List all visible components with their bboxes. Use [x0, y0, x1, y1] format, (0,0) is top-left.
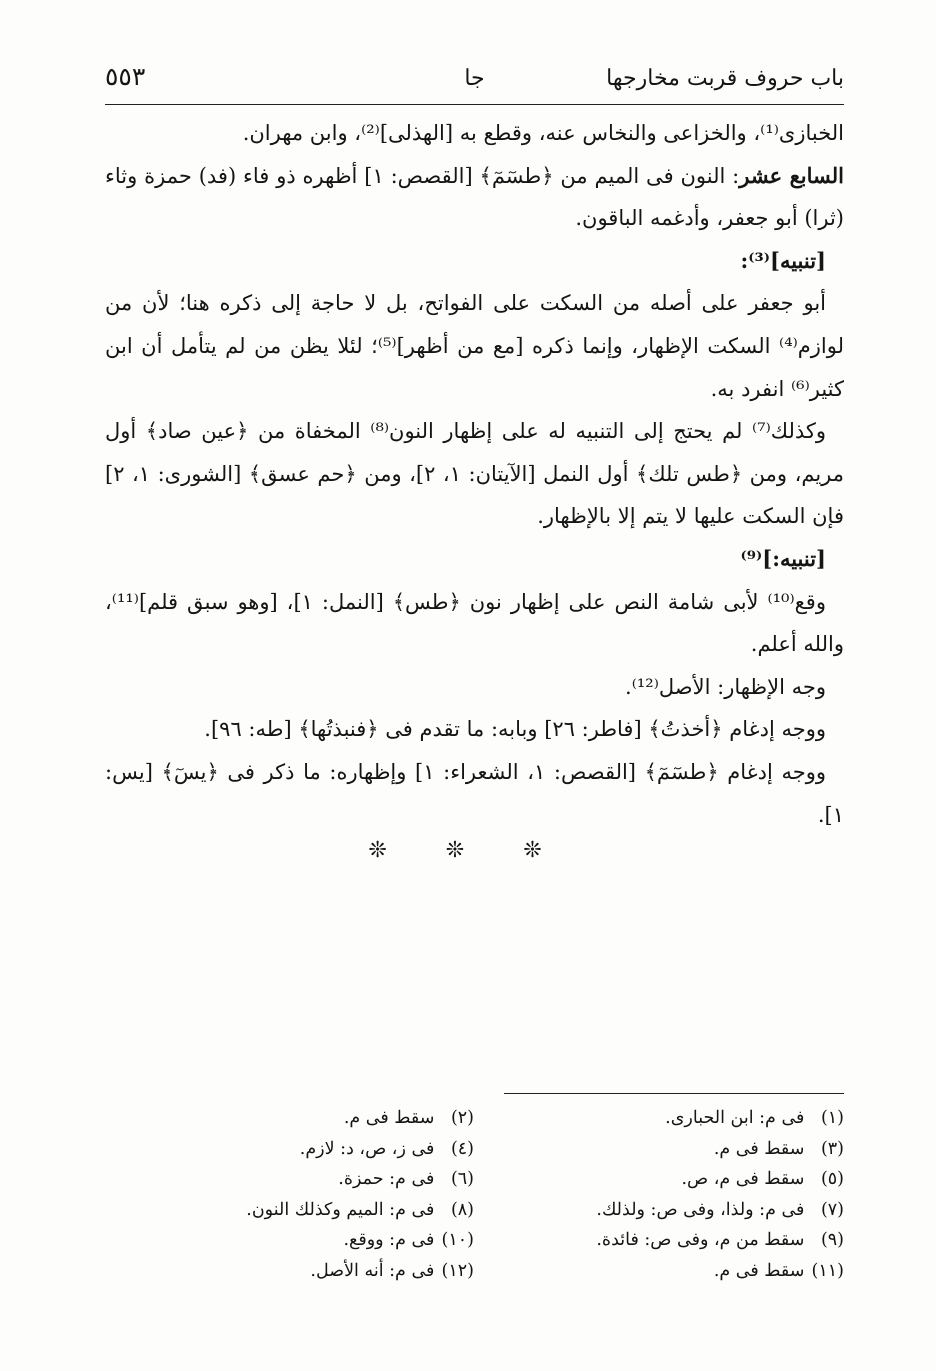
footnote-column-right [474, 1103, 844, 1286]
note-label: [تنبيه:]⁽⁹⁾ [740, 545, 826, 571]
footnote-number: (١١) [811, 1260, 844, 1281]
footnote-number: (٢) [450, 1108, 474, 1128]
footnote-text: فى م: أنه الأصل. [310, 1260, 435, 1281]
footnote [104, 1195, 474, 1226]
footnote [104, 1103, 474, 1134]
footnote [104, 1256, 474, 1287]
footnote-text: فى ز، ص، د: لازم. [299, 1138, 435, 1159]
footnote [474, 1225, 844, 1256]
footnote-number: (٣) [820, 1138, 844, 1159]
footnote-text: فى م: الميم وكذلك النون. [246, 1199, 435, 1220]
footnote-text: سقط فى م، ص. [681, 1169, 805, 1189]
footnote-column-left [104, 1103, 474, 1286]
volume-label: جا [464, 66, 485, 91]
footnote [474, 1103, 844, 1134]
note-heading [105, 538, 844, 581]
paragraph-text: : النون فى الميم من ﴿طسٓمٓ﴾ [القصص: ١] أظهره ذو فاء (فد) حمزة وثاء (ثرا) أبو جعفر، وأدغمه الباقون. [105, 163, 844, 231]
footnote-number: (٥) [820, 1169, 844, 1189]
footnote [104, 1134, 474, 1165]
footnote [474, 1195, 844, 1226]
footnote-number: (٦) [450, 1169, 474, 1189]
header-rule [105, 104, 844, 105]
footnote [474, 1134, 844, 1165]
footnote-number: (٧) [820, 1199, 844, 1220]
paragraph: ووجه إدغام ﴿أخذتُ﴾ [فاطر: ٢٦] وبابه: ما تقدم فى ﴿فنبذتُها﴾ [طه: ٩٦]. [204, 717, 826, 742]
footnote-text: سقط فى م. [713, 1260, 805, 1281]
section-label: السابع عشر [739, 162, 844, 188]
footnote-text: فى م: ولذا، وفى ص: ولذلك. [596, 1199, 805, 1220]
footnote-number: (١٠) [441, 1230, 474, 1250]
footnote-text: سقط فى م. [713, 1138, 805, 1159]
footnote-text: سقط فى م. [343, 1108, 435, 1128]
paragraph [105, 155, 844, 240]
main-text [105, 112, 844, 836]
paragraph: ووجه إدغام ﴿طسٓمٓ﴾ [القصص: ١، الشعراء: ١] وإظهاره: ما ذكر فى ﴿يسٓ﴾ [يس: ١]. [105, 759, 844, 827]
footnote [104, 1225, 474, 1256]
paragraph: الخبازى⁽¹⁾، والخزاعى والنخاس عنه، وقطع به [الهذلى]⁽²⁾، وابن مهران. [242, 121, 844, 145]
footnote-number: (١) [820, 1108, 844, 1128]
footnote-text: فى م: ابن الحبارى. [665, 1108, 805, 1128]
note-label: [تنبيه]⁽³⁾: [740, 247, 826, 273]
note-heading [105, 240, 844, 283]
section-divider-stars: ❊ ❊ ❊ [368, 838, 568, 863]
paragraph: أبو جعفر على أصله من السكت على الفواتح، بل لا حاجة إلى ذكره هنا؛ لأن من لوازم⁽⁴⁾ السكت الإظهار، وإنما ذكره [مع من أظهر]⁽⁵⁾؛ لئلا يظن من لم يتأمل أن ابن كثير⁽⁶⁾ انفرد به. [105, 291, 844, 401]
footnote-text: سقط من م، وفى ص: فائدة. [596, 1230, 805, 1250]
footnote-text: فى م: حمزة. [338, 1169, 435, 1189]
footnote-rule [504, 1093, 844, 1094]
footnote-text: فى م: ووقع. [343, 1230, 435, 1250]
paragraph: وكذلك⁽⁷⁾ لم يحتج إلى التنبيه له على إظهار النون⁽⁸⁾ المخفاة من ﴿عين صاد﴾ أول مريم، ومن ﴿طس تلك﴾ أول النمل [الآيتان: ١، ٢]، ومن ﴿حم عسق﴾ [الشورى: ١، ٢] فإن السكت عليها لا يتم إلا بالإظهار. [105, 419, 845, 529]
footnote-number: (١٢) [441, 1260, 474, 1281]
footnote [474, 1164, 844, 1195]
footnote-number: (٩) [820, 1230, 844, 1250]
footnote-number: (٨) [450, 1199, 474, 1220]
running-header [105, 62, 844, 102]
paragraph: وقع⁽¹⁰⁾ لأبى شامة النص على إظهار نون ﴿طس﴾ [النمل: ١]، [وهو سبق قلم]⁽¹¹⁾، والله أعلم. [105, 589, 844, 657]
footnote [104, 1164, 474, 1195]
footnote [474, 1256, 844, 1287]
chapter-title: باب حروف قربت مخارجها [606, 66, 844, 91]
paragraph: وجه الإظهار: الأصل⁽¹²⁾. [625, 674, 826, 699]
page-number: ٥٥٣ [105, 62, 146, 91]
footnote-number: (٤) [450, 1138, 474, 1159]
